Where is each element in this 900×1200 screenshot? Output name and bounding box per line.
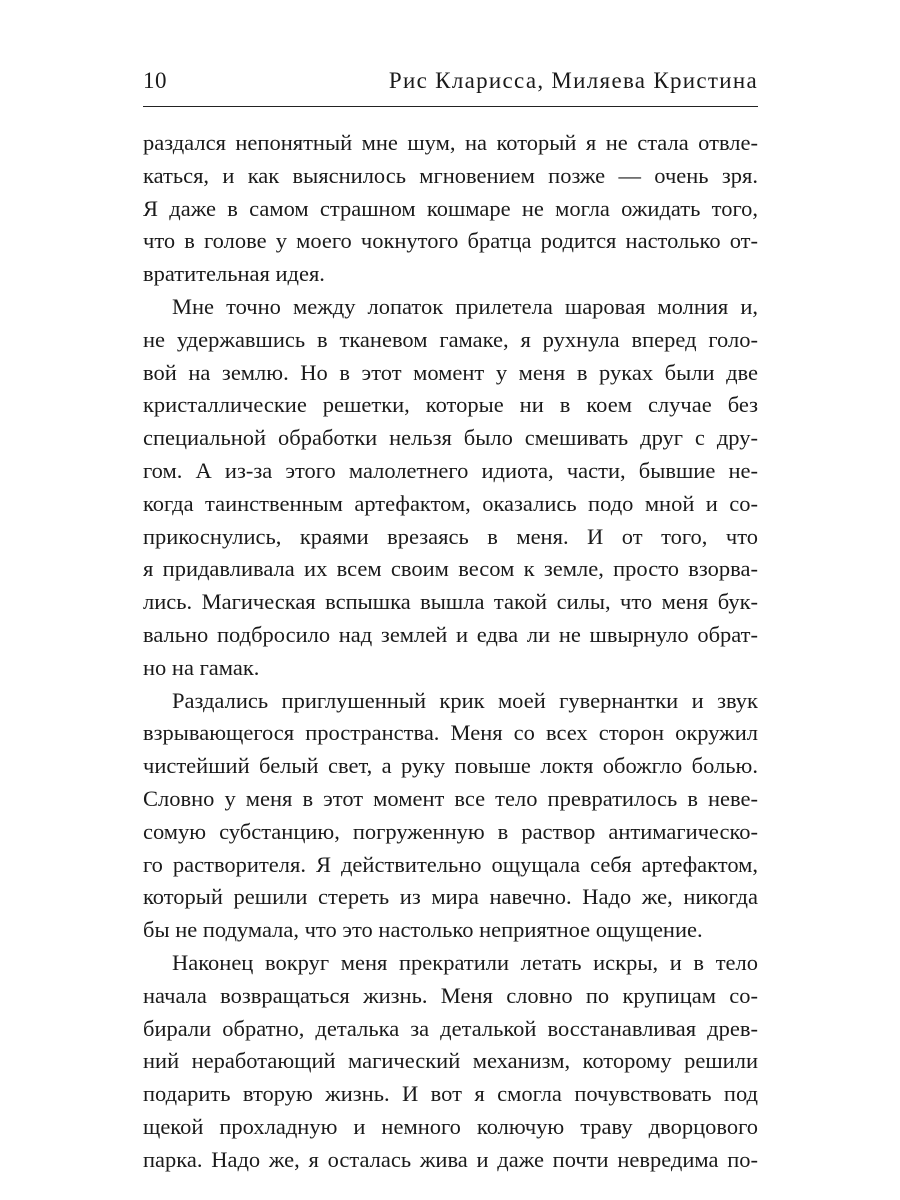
text-line: бы не подумала, что это настолько неприятное ощущение. [143, 917, 703, 943]
text-line: ний неработающий магический механизм, которому решили [143, 1048, 758, 1074]
text-line: гом. А из-за этого малолетнего идиота, части, бывшие не- [143, 457, 758, 483]
text-line: специальной обработки нельзя было смешивать друг с дру- [143, 425, 758, 451]
text-line: подарить вторую жизнь. И вот я смогла почувствовать под [143, 1081, 758, 1107]
text-line: щекой прохладную и немного колючую траву дворцового [143, 1113, 758, 1139]
text-line: раздался непонятный мне шум, на который я не стала отвле- [143, 130, 758, 155]
text-line: кристаллические решетки, которые ни в коем случае без [143, 392, 758, 418]
text-line: не удержавшись в тканевом гамаке, я рухнула вперед голо- [143, 326, 758, 352]
page-header [143, 66, 758, 107]
text-line: лись. Магическая вспышка вышла такой силы, что меня бук- [143, 589, 758, 615]
running-title: Рис Кларисса, Миляева Кристина [388, 68, 758, 93]
text-line: прикоснулись, краями врезаясь в меня. И от того, что [143, 523, 758, 549]
body-text [143, 127, 758, 1177]
text-line: Я даже в самом страшном кошмаре не могла ожидать того, [143, 195, 758, 221]
text-line: Раздались приглушенный крик моей гувернантки и звук [172, 687, 758, 713]
text-line: взрывающегося пространства. Меня со всех сторон окружил [143, 720, 758, 746]
text-line: сомую субстанцию, погруженную в раствор антимагическо- [143, 818, 758, 844]
text-line: чистейший белый свет, а руку повыше локтя обожгло болью. [143, 753, 758, 779]
text-line: Наконец вокруг меня прекратили летать искры, и в тело [172, 949, 758, 975]
paragraph-4 [143, 947, 758, 1177]
paragraph-2 [143, 291, 758, 685]
text-line: но на гамак. [143, 654, 260, 680]
text-line: каться, и как выяснилось мгновением позже — очень зря. [143, 162, 758, 188]
text-line: вально подбросило над землей и едва ли не швырнуло обрат- [143, 621, 758, 647]
text-line: начала возвращаться жизнь. Меня словно по крупицам со- [143, 982, 758, 1008]
text-line: что в голове у моего чокнутого братца родится настолько от- [143, 228, 758, 254]
page-number: 10 [143, 68, 167, 93]
paragraph-3 [143, 685, 758, 947]
text-line: вой на землю. Но в этот момент у меня в руках были две [143, 359, 758, 385]
paragraph-1 [143, 127, 758, 291]
text-line: когда таинственным артефактом, оказались подо мной и со- [143, 490, 758, 516]
text-line: парка. Надо же, я осталась жива и даже почти невредима по- [143, 1146, 758, 1172]
text-line: бирали обратно, деталька за деталькой восстанавливая древ- [143, 1015, 758, 1041]
text-line: Мне точно между лопаток прилетела шаровая молния и, [172, 293, 758, 319]
text-line: который решили стереть из мира навечно. Надо же, никогда [143, 884, 758, 910]
text-line: го растворителя. Я действительно ощущала себя артефактом, [143, 851, 758, 877]
text-line: вратительная идея. [143, 261, 325, 287]
text-line: Словно у меня в этот момент все тело превратилось в неве- [143, 785, 758, 811]
text-line: я придавливала их всем своим весом к земле, просто взорва- [143, 556, 758, 582]
